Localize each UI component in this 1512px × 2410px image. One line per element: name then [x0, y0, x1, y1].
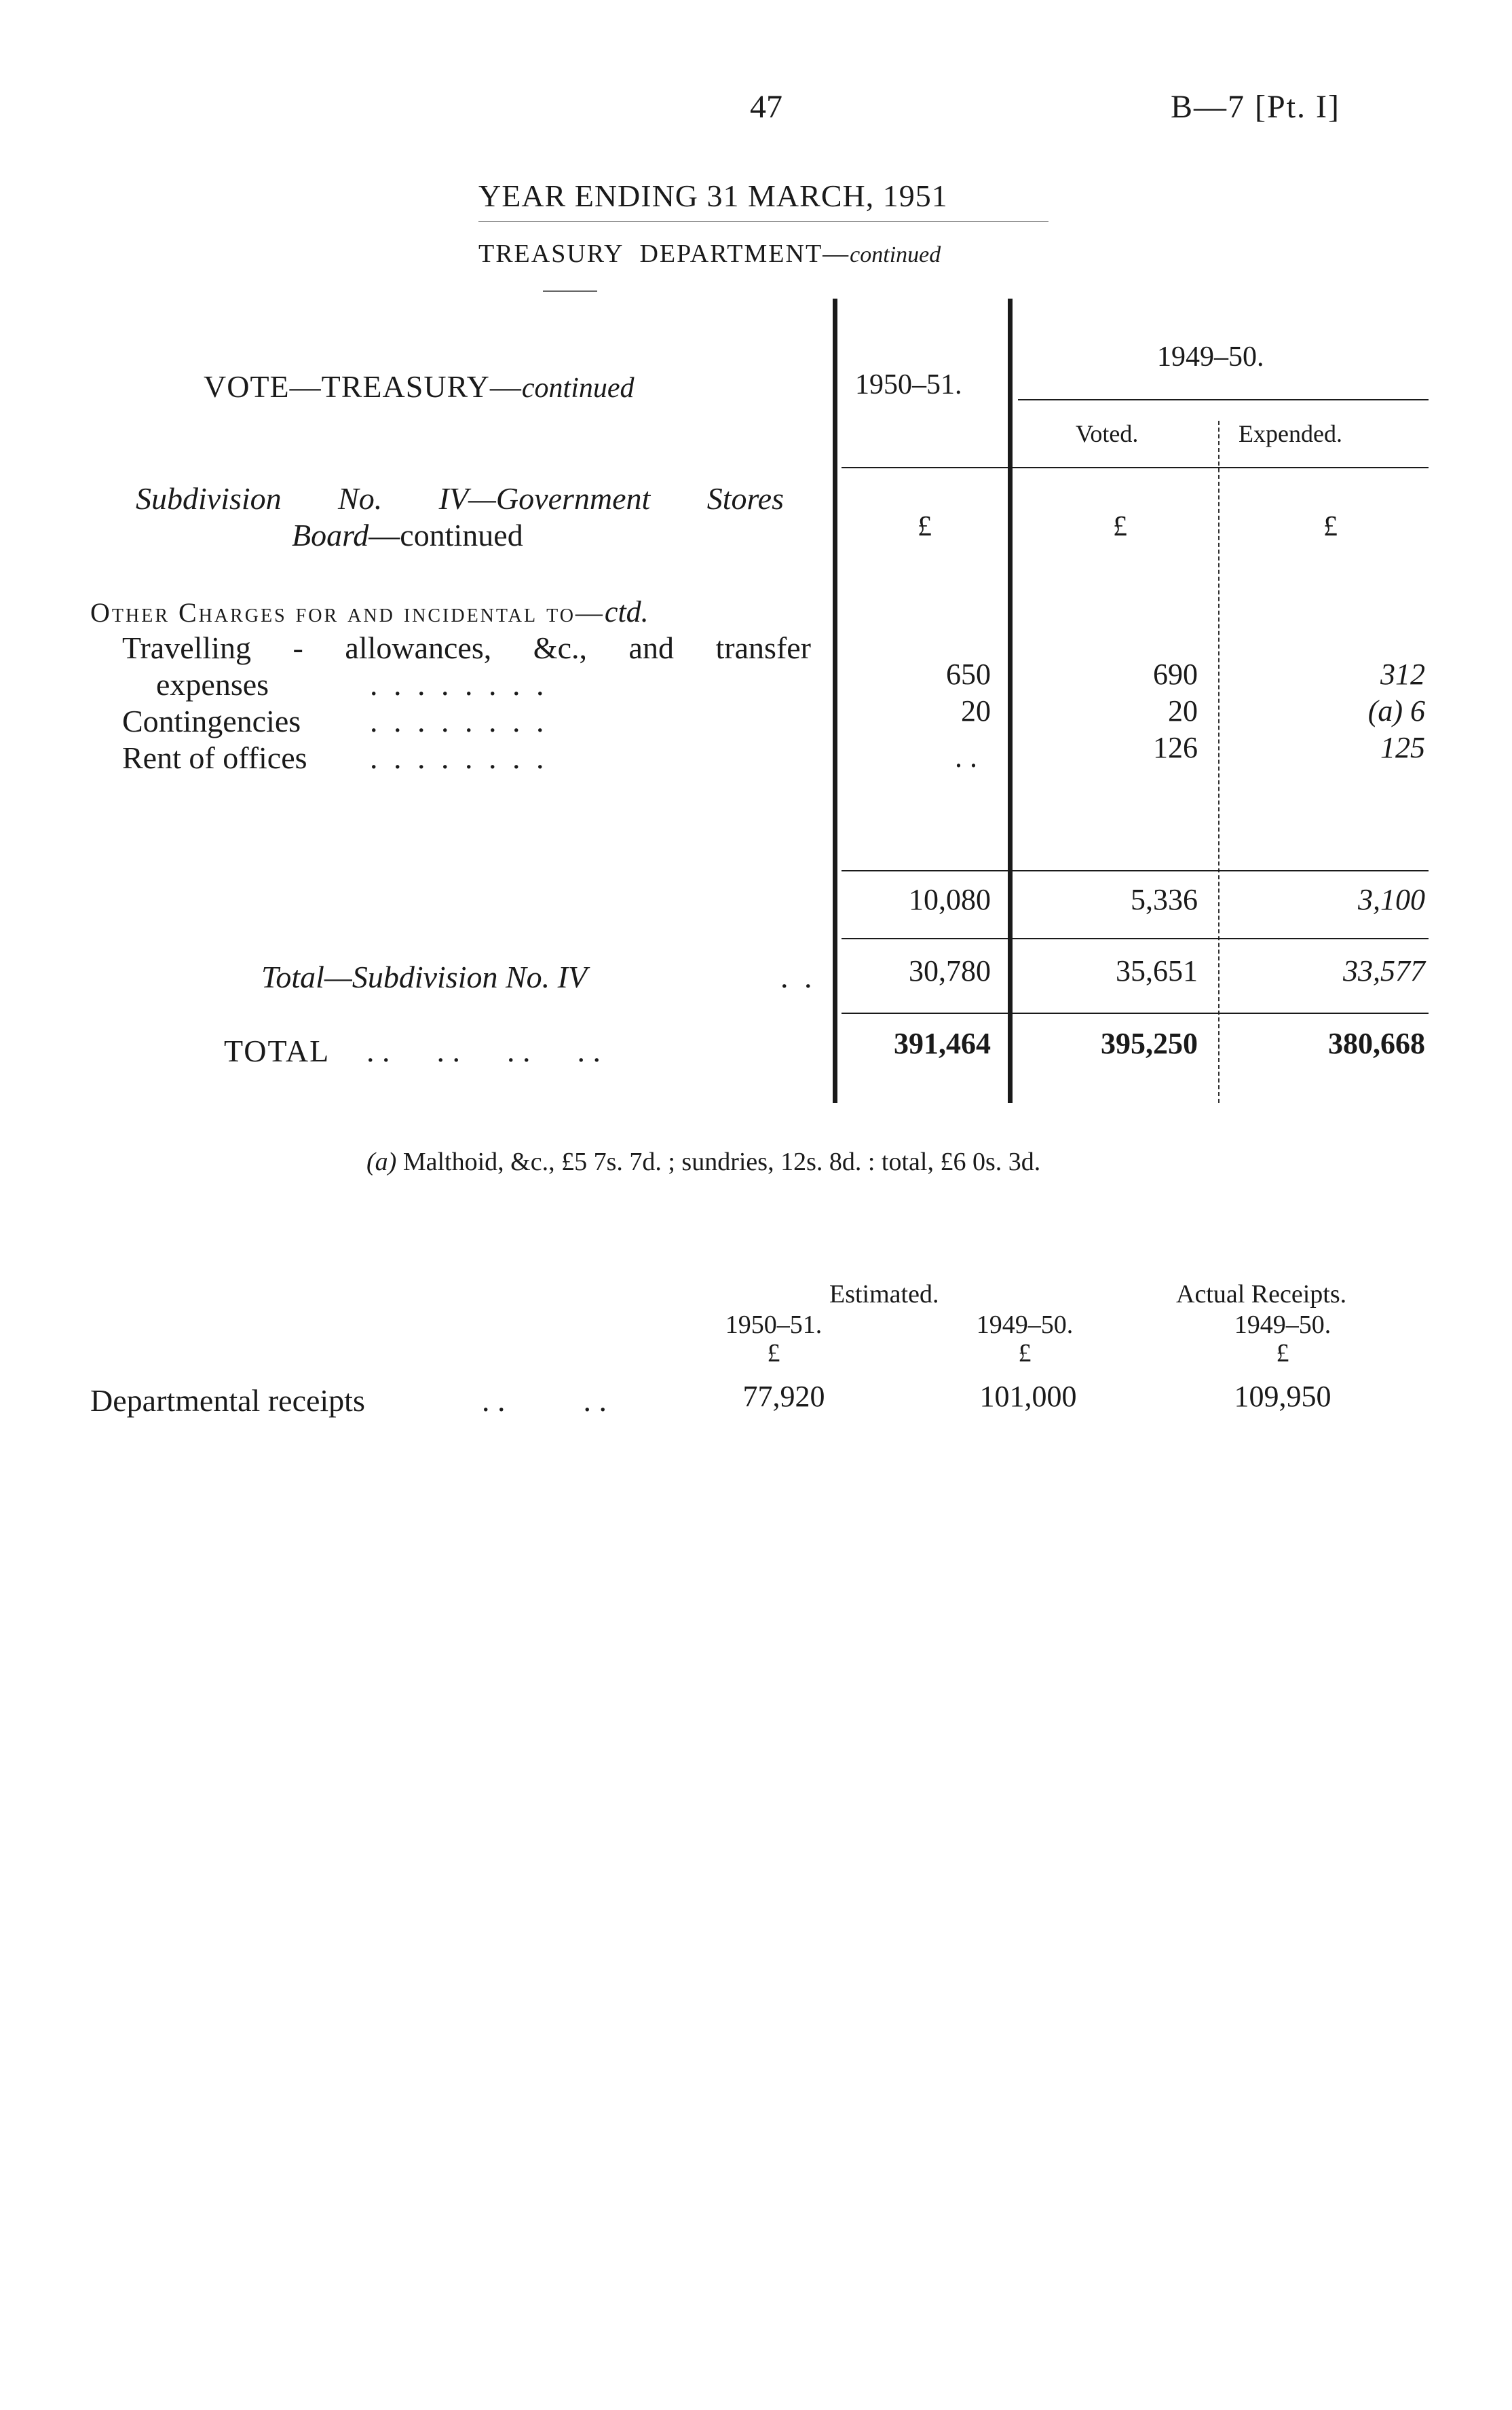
grand-total-label: TOTAL: [224, 1034, 330, 1068]
receipts-est-current: 77,920: [742, 1380, 825, 1413]
title-rule: [478, 221, 1048, 222]
footnote: [366, 1147, 1040, 1177]
item-rent-expended: 125: [1380, 731, 1425, 764]
subdivision-heading-line1: [136, 481, 784, 516]
item-contingencies-leader: . . . . . . . .: [370, 704, 548, 738]
receipts-currency-current: £: [767, 1339, 780, 1368]
receipts-leader: . . . .: [482, 1383, 607, 1418]
subtotal-expended: 3,100: [1358, 883, 1425, 916]
grand-total-voted: 395,250: [1101, 1027, 1198, 1060]
total-subdivision-expended: 33,577: [1343, 954, 1425, 987]
item-travelling-expended: 312: [1380, 658, 1425, 691]
receipts-actual-heading: Actual Receipts.: [1176, 1280, 1347, 1308]
department-name: TREASURY: [478, 240, 624, 268]
receipts-actual: 109,950: [1234, 1380, 1331, 1413]
column-header-voted: Voted.: [1076, 420, 1139, 447]
receipts-currency-previous: £: [1018, 1339, 1032, 1368]
document-reference: B—7 [Pt. I]: [1171, 89, 1340, 125]
receipts-label: Departmental receipts: [90, 1383, 365, 1418]
department-continued: continued: [850, 242, 941, 267]
subdivision-no: No.: [338, 481, 383, 516]
total-subdivision-label: Total—Subdivision No. IV: [261, 960, 588, 994]
item-rent-leader: . . . . . . . .: [370, 740, 548, 775]
subdivision-word: Subdivision: [136, 481, 282, 516]
subtotal-voted: 5,336: [1131, 883, 1198, 916]
total-subdivision-voted: 35,651: [1116, 954, 1198, 987]
subtotal-current: 10,080: [909, 883, 991, 916]
footnote-text: Malthoid, &c., £5 7s. 7d. ; sundries, 12s. 8d. : total, £6 0s. 3d.: [402, 1148, 1041, 1176]
other-charges-heading: [90, 595, 649, 629]
column-header-current-year: 1950–51.: [855, 369, 962, 400]
footnote-marker: (a): [366, 1148, 397, 1176]
item-travelling-leader: . . . . . . . .: [370, 667, 548, 702]
column-rule-current: [1008, 299, 1013, 1103]
item-travelling-label-line1: Travelling - allowances, &c., and transfer: [122, 630, 811, 665]
subdivision-heading-line2: [292, 517, 523, 553]
item-contingencies-label: Contingencies: [122, 704, 301, 738]
total-subdivision-leader: . .: [780, 960, 816, 994]
item-rent-label: Rent of offices: [122, 740, 307, 775]
header-rule-previous-year: [1018, 399, 1429, 400]
column-rule-voted: [1218, 421, 1220, 1103]
item-travelling-label-line2: expenses: [156, 667, 269, 702]
vote-title-continued: continued: [521, 373, 635, 404]
receipts-est-previous-year: 1949–50.: [976, 1311, 1074, 1339]
item-rent-voted: 126: [1153, 731, 1198, 764]
header-rule-bottom: [842, 467, 1429, 468]
receipts-est-current-year: 1950–51.: [725, 1311, 823, 1339]
receipts-actual-year: 1949–50.: [1234, 1311, 1331, 1339]
vote-title: [204, 369, 635, 404]
item-travelling-current: 650: [946, 658, 991, 691]
currency-current: £: [918, 511, 932, 542]
department-rule: [543, 290, 597, 292]
item-contingencies-current: 20: [961, 694, 991, 728]
item-rent-current: . .: [955, 740, 977, 774]
currency-voted: £: [1113, 511, 1127, 542]
column-header-expended: Expended.: [1239, 420, 1342, 447]
subdivision-name: IV—Government: [438, 481, 651, 516]
department-suffix: DEPARTMENT—: [639, 240, 850, 268]
receipts-currency-actual: £: [1276, 1339, 1289, 1368]
item-travelling-voted: 690: [1153, 658, 1198, 691]
column-header-previous-year: 1949–50.: [1157, 341, 1264, 373]
subdivision-board: Board: [292, 518, 369, 552]
item-contingencies-expended: (a) 6: [1367, 694, 1425, 728]
subdivision-continued: —continued: [368, 518, 523, 552]
page-number: 47: [750, 89, 782, 125]
grand-total-current: 391,464: [894, 1027, 991, 1060]
grand-total-expended: 380,668: [1328, 1027, 1425, 1060]
receipts-estimated-heading: Estimated.: [829, 1280, 939, 1308]
grand-total-rule: [842, 1013, 1429, 1014]
subtotal-rule: [842, 870, 1429, 871]
other-charges-ctd: ctd.: [604, 595, 649, 628]
total-subdivision-rule: [842, 938, 1429, 939]
year-title: YEAR ENDING 31 MARCH, 1951: [478, 178, 948, 213]
receipts-est-previous: 101,000: [979, 1380, 1077, 1413]
total-subdivision-current: 30,780: [909, 954, 991, 987]
column-rule-main: [833, 299, 837, 1103]
other-charges-text: Other Charges for and incidental to—: [90, 597, 605, 628]
department-heading: [478, 239, 941, 269]
item-contingencies-voted: 20: [1168, 694, 1198, 728]
subdivision-stores: Stores: [706, 481, 784, 516]
vote-title-text: VOTE—TREASURY—: [204, 369, 522, 404]
grand-total-leader: . . . . . . . .: [366, 1034, 601, 1068]
currency-expended: £: [1323, 511, 1338, 542]
